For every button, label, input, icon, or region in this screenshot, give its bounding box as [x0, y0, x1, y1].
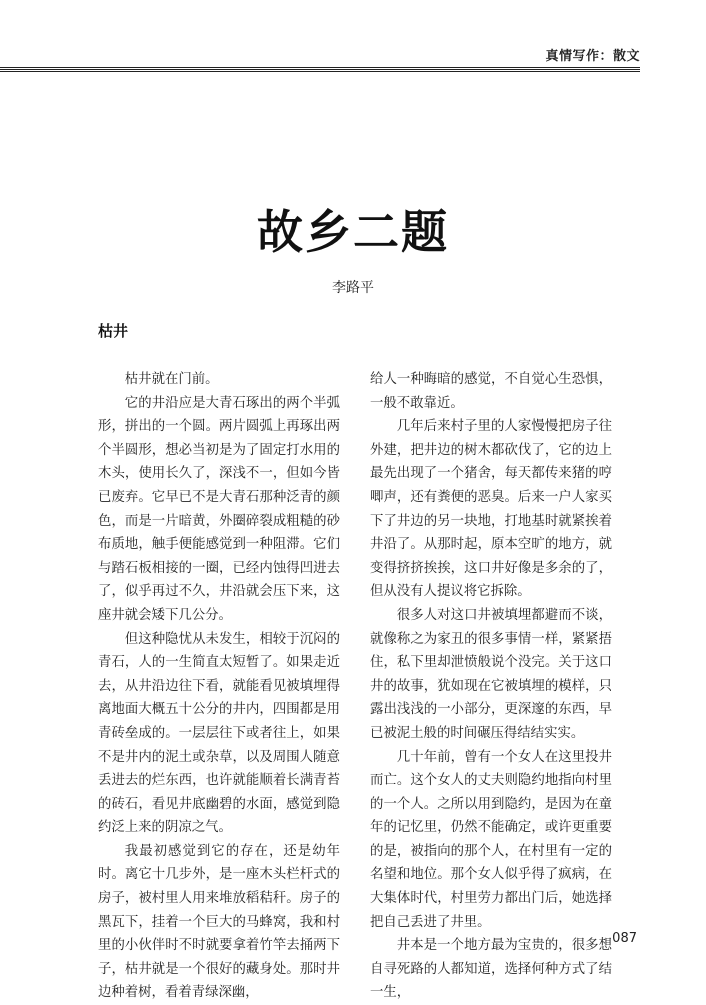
- paragraph: 井本是一个地方最为宝贵的，很多想自寻死路的人都知道，选择何种方式了结一生，: [370, 938, 612, 1001]
- section-title: 枯井: [98, 322, 129, 340]
- paragraph: 枯井就在门前。: [124, 372, 219, 387]
- article-title: 故乡二题: [257, 205, 449, 259]
- paragraph: 几十年前，曾有一个女人在这里投井而亡。这个女人的丈夫则隐约地指向村里的一个人。之所以用到隐约，是因为在童年的记忆里，仍然不能确定，或许更重要的是，被指向的那个人，在村里有一定的名望和地位。那个女人似乎得了疯病，在大集体时代，村里劳力都出门后，她选择把自己丢进了井里。: [370, 749, 612, 930]
- paragraph: 我最初感觉到它的存在，还是幼年时。离它十几步外，是一座木头栏杆式的房子，被村里人用来堆放稻秸秆。房子的黑瓦下，挂着一个巨大的马蜂窝，我和村里的小伙伴时不时就要拿着竹竿去捅两下子，枯井就是一个很好的藏身处。那时井边种着树，看着青绿深幽，: [98, 843, 340, 1001]
- paragraph: 很多人对这口井被填埋都避而不谈，就像称之为家丑的很多事情一样，紧紧捂住，私下里却泄愤般说个没完。关于这口井的故事，犹如现在它被填埋的模样，只露出浅浅的一小部分，更深邃的东西，早已被泥土般的时间碾压得结结实实。: [370, 607, 612, 741]
- page-number: 087: [612, 931, 637, 946]
- paragraph-continued: 给人一种晦暗的感觉，不自觉心生恐惧，一般不敢靠近。: [370, 372, 612, 411]
- header-rule-lines: [0, 67, 640, 73]
- paragraph: 几年后来村子里的人家慢慢把房子往外建，把井边的树木都砍伐了，它的边上最先出现了一个猪舍，每天都传来猪的哼唧声，还有粪便的恶臭。后来一户人家买下了井边的另一块地，打地基时就紧挨着井沿了。从那时起，原本空旷的地方，就变得挤挤挨挨，这口井好像是多余的了，但从没有人提议将它拆除。: [370, 419, 612, 600]
- column-header-label: 真情写作：散文: [545, 49, 640, 64]
- paragraph: 但这种隐忧从未发生，相较于沉闷的青石，人的一生简直太短暂了。如果走近去，从井沿边往下看，就能看见被填埋得离地面大概五十公分的井内，四围都是用青砖垒成的。一层层往下或者往上，如果不是井内的泥土或杂草，以及周围人随意丢进去的烂东西，也许就能顺着长满青苔的砖石，看见井底幽碧的水面，感觉到隐约泛上来的阴凉之气。: [98, 631, 340, 836]
- right-text-column: [370, 368, 612, 1005]
- article-author: 李路平: [332, 280, 374, 296]
- paragraph: 它的井沿应是大青石琢出的两个半弧形，拼出的一个圆。两片圆弧上再琢出两个半圆形，想必当初是为了固定打水用的木头，使用长久了，深浅不一，但如今皆已废弃。它早已不是大青石那种泛青的颜色，而是一片暗黄，外圈碎裂成粗糙的砂布质地，触手便能感觉到一种阻滞。它们与踏石板相接的一圈，已经内蚀得凹进去了，似乎再过不久，井沿就会压下来，这座井就会矮下几公分。: [98, 395, 340, 623]
- left-text-column: [98, 368, 340, 1005]
